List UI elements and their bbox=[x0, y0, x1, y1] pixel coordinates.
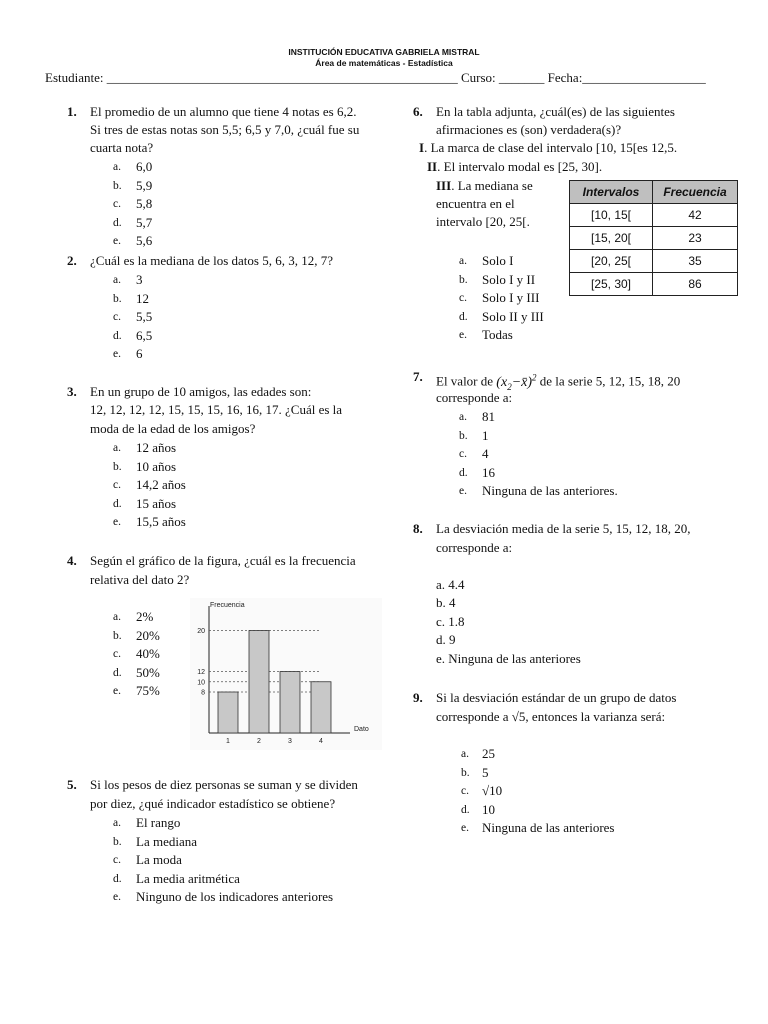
option-text: 1 bbox=[482, 427, 489, 443]
option-text: 50% bbox=[136, 664, 160, 680]
statement-text: intervalo [20, 25[. bbox=[436, 214, 530, 229]
option-letter: a. bbox=[459, 411, 467, 423]
option-letter: d. bbox=[113, 497, 122, 510]
option-letter: b. bbox=[113, 460, 122, 473]
option-letter: b. bbox=[113, 292, 122, 305]
option-text: b. 4 bbox=[436, 595, 456, 610]
option-text: a. 4.4 bbox=[436, 577, 465, 592]
frequency-cell: 23 bbox=[653, 227, 738, 250]
option-letter: e. bbox=[113, 891, 121, 903]
option-text: 5,9 bbox=[136, 177, 153, 193]
option-text: 4 bbox=[482, 446, 489, 461]
question-number: 1. bbox=[67, 104, 77, 119]
question-text-line: cuarta nota? bbox=[90, 140, 154, 155]
interval-cell: [25, 30] bbox=[570, 273, 653, 296]
option-letter: a. bbox=[461, 748, 469, 760]
x-tick-label: 2 bbox=[257, 738, 261, 745]
question-text-line: Si la desviación estándar de un grupo de datos bbox=[436, 690, 677, 705]
statement-text: . El intervalo modal es [25, 30]. bbox=[437, 159, 603, 174]
option-text: 20% bbox=[136, 627, 160, 643]
option-text: Ninguna de las anteriores bbox=[482, 820, 615, 835]
question-text: El valor de bbox=[436, 373, 494, 389]
option-letter: a. bbox=[113, 442, 121, 454]
option-letter: a. bbox=[113, 274, 121, 286]
option-letter: e. bbox=[459, 485, 467, 497]
roman-numeral: III bbox=[436, 178, 452, 193]
interval-cell: [15, 20[ bbox=[570, 227, 653, 250]
statement-1 bbox=[419, 139, 677, 157]
option-text: 5,7 bbox=[136, 214, 153, 230]
option-text: 10 años bbox=[136, 458, 177, 474]
question-text-line: El promedio de un alumno que tiene 4 notas es 6,2. bbox=[90, 104, 357, 119]
question-number: 2. bbox=[67, 253, 77, 268]
x-tick-label: 4 bbox=[319, 738, 323, 745]
option-letter: c. bbox=[459, 448, 467, 460]
question-text: de la serie 5, 12, 15, 18, 20 bbox=[539, 373, 681, 389]
frequency-table bbox=[569, 180, 738, 296]
question-number: 9. bbox=[413, 690, 423, 705]
option-text: 14,2 años bbox=[136, 477, 186, 492]
option-letter: e. bbox=[113, 235, 121, 247]
option-text: La media aritmética bbox=[136, 870, 240, 886]
question-text-line: corresponde a: bbox=[436, 540, 513, 555]
option-text: 81 bbox=[482, 409, 495, 424]
option-text: Solo I y III bbox=[482, 290, 540, 305]
option-text: 40% bbox=[136, 646, 160, 661]
question-text-line: En un grupo de 10 amigos, las edades son: bbox=[90, 384, 312, 399]
subject-area: Área de matemáticas - Estadística bbox=[315, 58, 453, 68]
option-text: El rango bbox=[136, 815, 181, 830]
question-number: 7. bbox=[413, 369, 423, 384]
option-text: 16 bbox=[482, 464, 495, 480]
question-number: 3. bbox=[67, 384, 77, 399]
option-text: La moda bbox=[136, 852, 182, 867]
option-text: 3 bbox=[136, 272, 143, 287]
table-header-row bbox=[570, 181, 738, 204]
y-axis-label: Frecuencia bbox=[210, 602, 245, 609]
option-text: 5 bbox=[482, 764, 489, 780]
question-text-line: Según el gráfico de la figura, ¿cuál es la frecuencia bbox=[90, 553, 356, 568]
bar bbox=[311, 682, 331, 733]
option-letter: b. bbox=[113, 629, 122, 642]
roman-numeral: II bbox=[427, 159, 438, 174]
table-row bbox=[570, 204, 738, 227]
option-letter: c. bbox=[459, 292, 467, 304]
option-text: d. 9 bbox=[436, 632, 456, 647]
option-text: Solo I y II bbox=[482, 271, 536, 287]
table-row bbox=[570, 273, 738, 296]
x-axis-label: Dato bbox=[354, 726, 369, 733]
question-text-line: En la tabla adjunta, ¿cuál(es) de las siguientes bbox=[436, 104, 675, 119]
option-letter: a. bbox=[113, 817, 121, 829]
option-text: 5,6 bbox=[136, 233, 153, 248]
statement-text: encuentra en el bbox=[436, 196, 515, 211]
option-letter: b. bbox=[461, 766, 470, 779]
statement-text: . La mediana se bbox=[451, 178, 533, 193]
option-letter: b. bbox=[113, 179, 122, 192]
question-text-line: Si tres de estas notas son 5,5; 6,5 y 7,0, ¿cuál fue su bbox=[90, 122, 360, 137]
roman-numeral: I bbox=[419, 140, 425, 155]
column-header: Intervalos bbox=[570, 181, 653, 204]
frequency-cell: 86 bbox=[653, 273, 738, 296]
question-text-line: ¿Cuál es la mediana de los datos 5, 6, 3, 12, 7? bbox=[90, 253, 333, 268]
option-text: e. Ninguna de las anteriores bbox=[436, 651, 581, 666]
option-letter: d. bbox=[113, 666, 122, 679]
question-text-line: relativa del dato 2? bbox=[90, 572, 190, 587]
option-letter: b. bbox=[459, 429, 468, 442]
option-letter: d. bbox=[461, 803, 470, 816]
option-text: 15 años bbox=[136, 495, 177, 511]
option-letter: d. bbox=[113, 329, 122, 342]
option-letter: a. bbox=[459, 255, 467, 267]
table-row bbox=[570, 227, 738, 250]
statement-2 bbox=[427, 158, 602, 176]
interval-cell: [20, 25[ bbox=[570, 250, 653, 273]
y-tick-label: 20 bbox=[197, 628, 205, 635]
frequency-cell: 35 bbox=[653, 250, 738, 273]
option-letter: c. bbox=[113, 198, 121, 210]
option-text: 6,0 bbox=[136, 159, 153, 174]
option-text: 12 años bbox=[136, 440, 177, 455]
question-number: 8. bbox=[413, 521, 423, 536]
interval-cell: [10, 15[ bbox=[570, 204, 653, 227]
statement-text: . La marca de clase del intervalo [10, 15[es 12,5. bbox=[424, 140, 678, 155]
option-text: 5,8 bbox=[136, 196, 153, 211]
option-text: 6 bbox=[136, 346, 143, 361]
question-text-line: 12, 12, 12, 12, 15, 15, 15, 16, 16, 17. ¿Cuál es la bbox=[90, 402, 343, 417]
option-letter: e. bbox=[113, 685, 121, 697]
option-letter: c. bbox=[113, 479, 121, 491]
option-letter: a. bbox=[113, 611, 121, 623]
option-letter: d. bbox=[113, 872, 122, 885]
option-text: 75% bbox=[136, 683, 160, 698]
option-letter: e. bbox=[459, 329, 467, 341]
option-text: 25 bbox=[482, 746, 495, 761]
option-letter: c. bbox=[113, 648, 121, 660]
option-letter: e. bbox=[113, 516, 121, 528]
question-number: 4. bbox=[67, 553, 77, 568]
question-number: 6. bbox=[413, 104, 423, 119]
bar bbox=[280, 672, 300, 734]
option-text: Solo I bbox=[482, 253, 514, 268]
option-letter: d. bbox=[459, 466, 468, 479]
option-letter: e. bbox=[461, 822, 469, 834]
option-letter: b. bbox=[459, 273, 468, 286]
student-info-line: Estudiante: ______________________________________________________ Curso: _______ Fecha:___________________ bbox=[45, 70, 706, 85]
option-text: Ninguna de las anteriores. bbox=[482, 483, 618, 498]
question-text-line: corresponde a: bbox=[436, 390, 513, 405]
y-tick-label: 10 bbox=[197, 679, 205, 687]
x-tick-label: 3 bbox=[288, 738, 292, 745]
option-letter: e. bbox=[113, 348, 121, 360]
question-text-line: La desviación media de la serie 5, 15, 12, 18, 20, bbox=[436, 521, 691, 536]
option-letter: a. bbox=[113, 161, 121, 173]
option-letter: d. bbox=[459, 310, 468, 323]
option-text: Solo II y III bbox=[482, 308, 544, 324]
question-text-line: corresponde a √5, entonces la varianza será: bbox=[436, 709, 666, 724]
school-name: INSTITUCIÓN EDUCATIVA GABRIELA MISTRAL bbox=[288, 47, 480, 57]
option-text: 5,5 bbox=[136, 309, 153, 324]
x-tick-label: 1 bbox=[226, 738, 230, 745]
question-text-line: afirmaciones es (son) verdadera(s)? bbox=[436, 122, 622, 137]
statement-3 bbox=[436, 177, 533, 195]
option-text: 15,5 años bbox=[136, 514, 186, 529]
question-number: 5. bbox=[67, 777, 77, 792]
option-text: La mediana bbox=[136, 833, 197, 849]
option-letter: c. bbox=[113, 854, 121, 866]
option-letter: c. bbox=[113, 311, 121, 323]
option-text: 2% bbox=[136, 609, 154, 624]
option-text: √10 bbox=[482, 783, 503, 798]
y-tick-label: 12 bbox=[197, 669, 205, 676]
bar bbox=[218, 692, 238, 733]
option-letter: b. bbox=[113, 835, 122, 848]
option-text: 6,5 bbox=[136, 327, 153, 343]
option-text: Ninguno de los indicadores anteriores bbox=[136, 889, 334, 904]
option-text: Todas bbox=[482, 327, 513, 342]
option-text: 10 bbox=[482, 801, 495, 817]
column-header: Frecuencia bbox=[653, 181, 738, 204]
option-text: c. 1.8 bbox=[436, 614, 465, 629]
question-text-line: moda de la edad de los amigos? bbox=[90, 421, 256, 436]
option-text: 12 bbox=[136, 290, 149, 306]
table-row bbox=[570, 250, 738, 273]
y-tick-label: 8 bbox=[201, 689, 205, 697]
question-text-line: por diez, ¿qué indicador estadístico se obtiene? bbox=[90, 796, 336, 811]
bar bbox=[249, 631, 269, 734]
formula: $(x_2-x̄)^2$ bbox=[496, 372, 537, 392]
frequency-cell: 42 bbox=[653, 204, 738, 227]
frequency-bar-chart bbox=[190, 598, 382, 750]
option-letter: c. bbox=[461, 785, 469, 797]
question-text-line: Si los pesos de diez personas se suman y se dividen bbox=[90, 777, 358, 792]
option-letter: d. bbox=[113, 216, 122, 229]
